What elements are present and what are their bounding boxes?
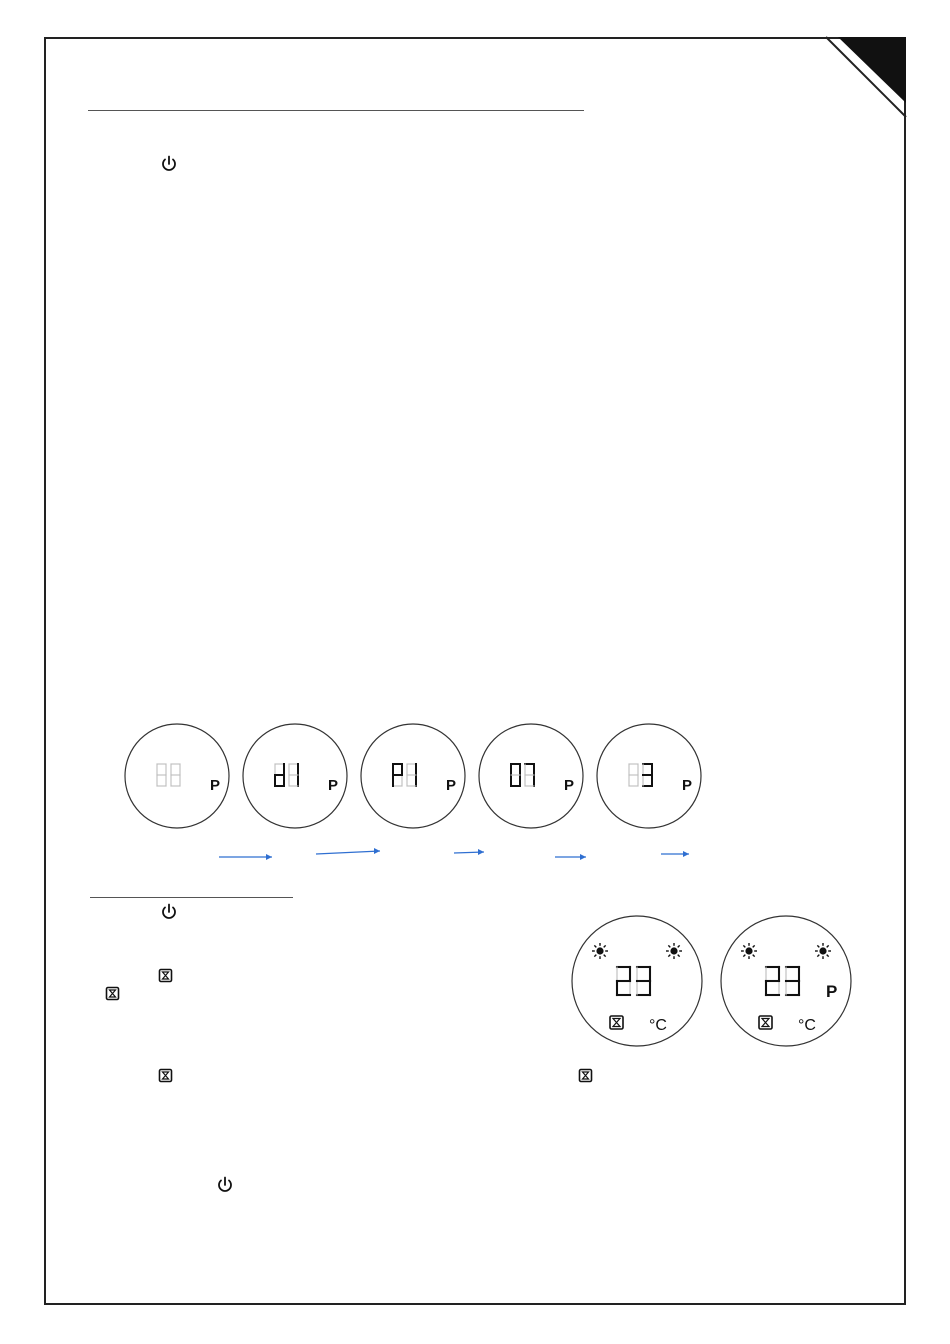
hourglass-timer-icon xyxy=(759,1016,772,1029)
sun-icon xyxy=(666,943,682,959)
timer-display-1 xyxy=(572,916,702,1046)
sun-icon xyxy=(815,943,831,959)
hourglass-timer-icon xyxy=(610,1016,623,1029)
unit-label: °C xyxy=(649,1017,667,1034)
p-indicator: P xyxy=(564,777,575,794)
p-indicator: P xyxy=(328,777,339,794)
sun-icon xyxy=(741,943,757,959)
p-indicator: P xyxy=(682,777,693,794)
sun-icon xyxy=(592,943,608,959)
p-indicator: P xyxy=(210,777,221,794)
p-indicator: P xyxy=(826,982,838,1001)
unit-label: °C xyxy=(798,1017,816,1034)
digit-3 xyxy=(786,967,799,995)
p-indicator: P xyxy=(446,777,457,794)
digit-2 xyxy=(766,967,779,995)
digit-2 xyxy=(617,967,630,995)
digit-3 xyxy=(637,967,650,995)
timer-display-2 xyxy=(721,916,851,1046)
